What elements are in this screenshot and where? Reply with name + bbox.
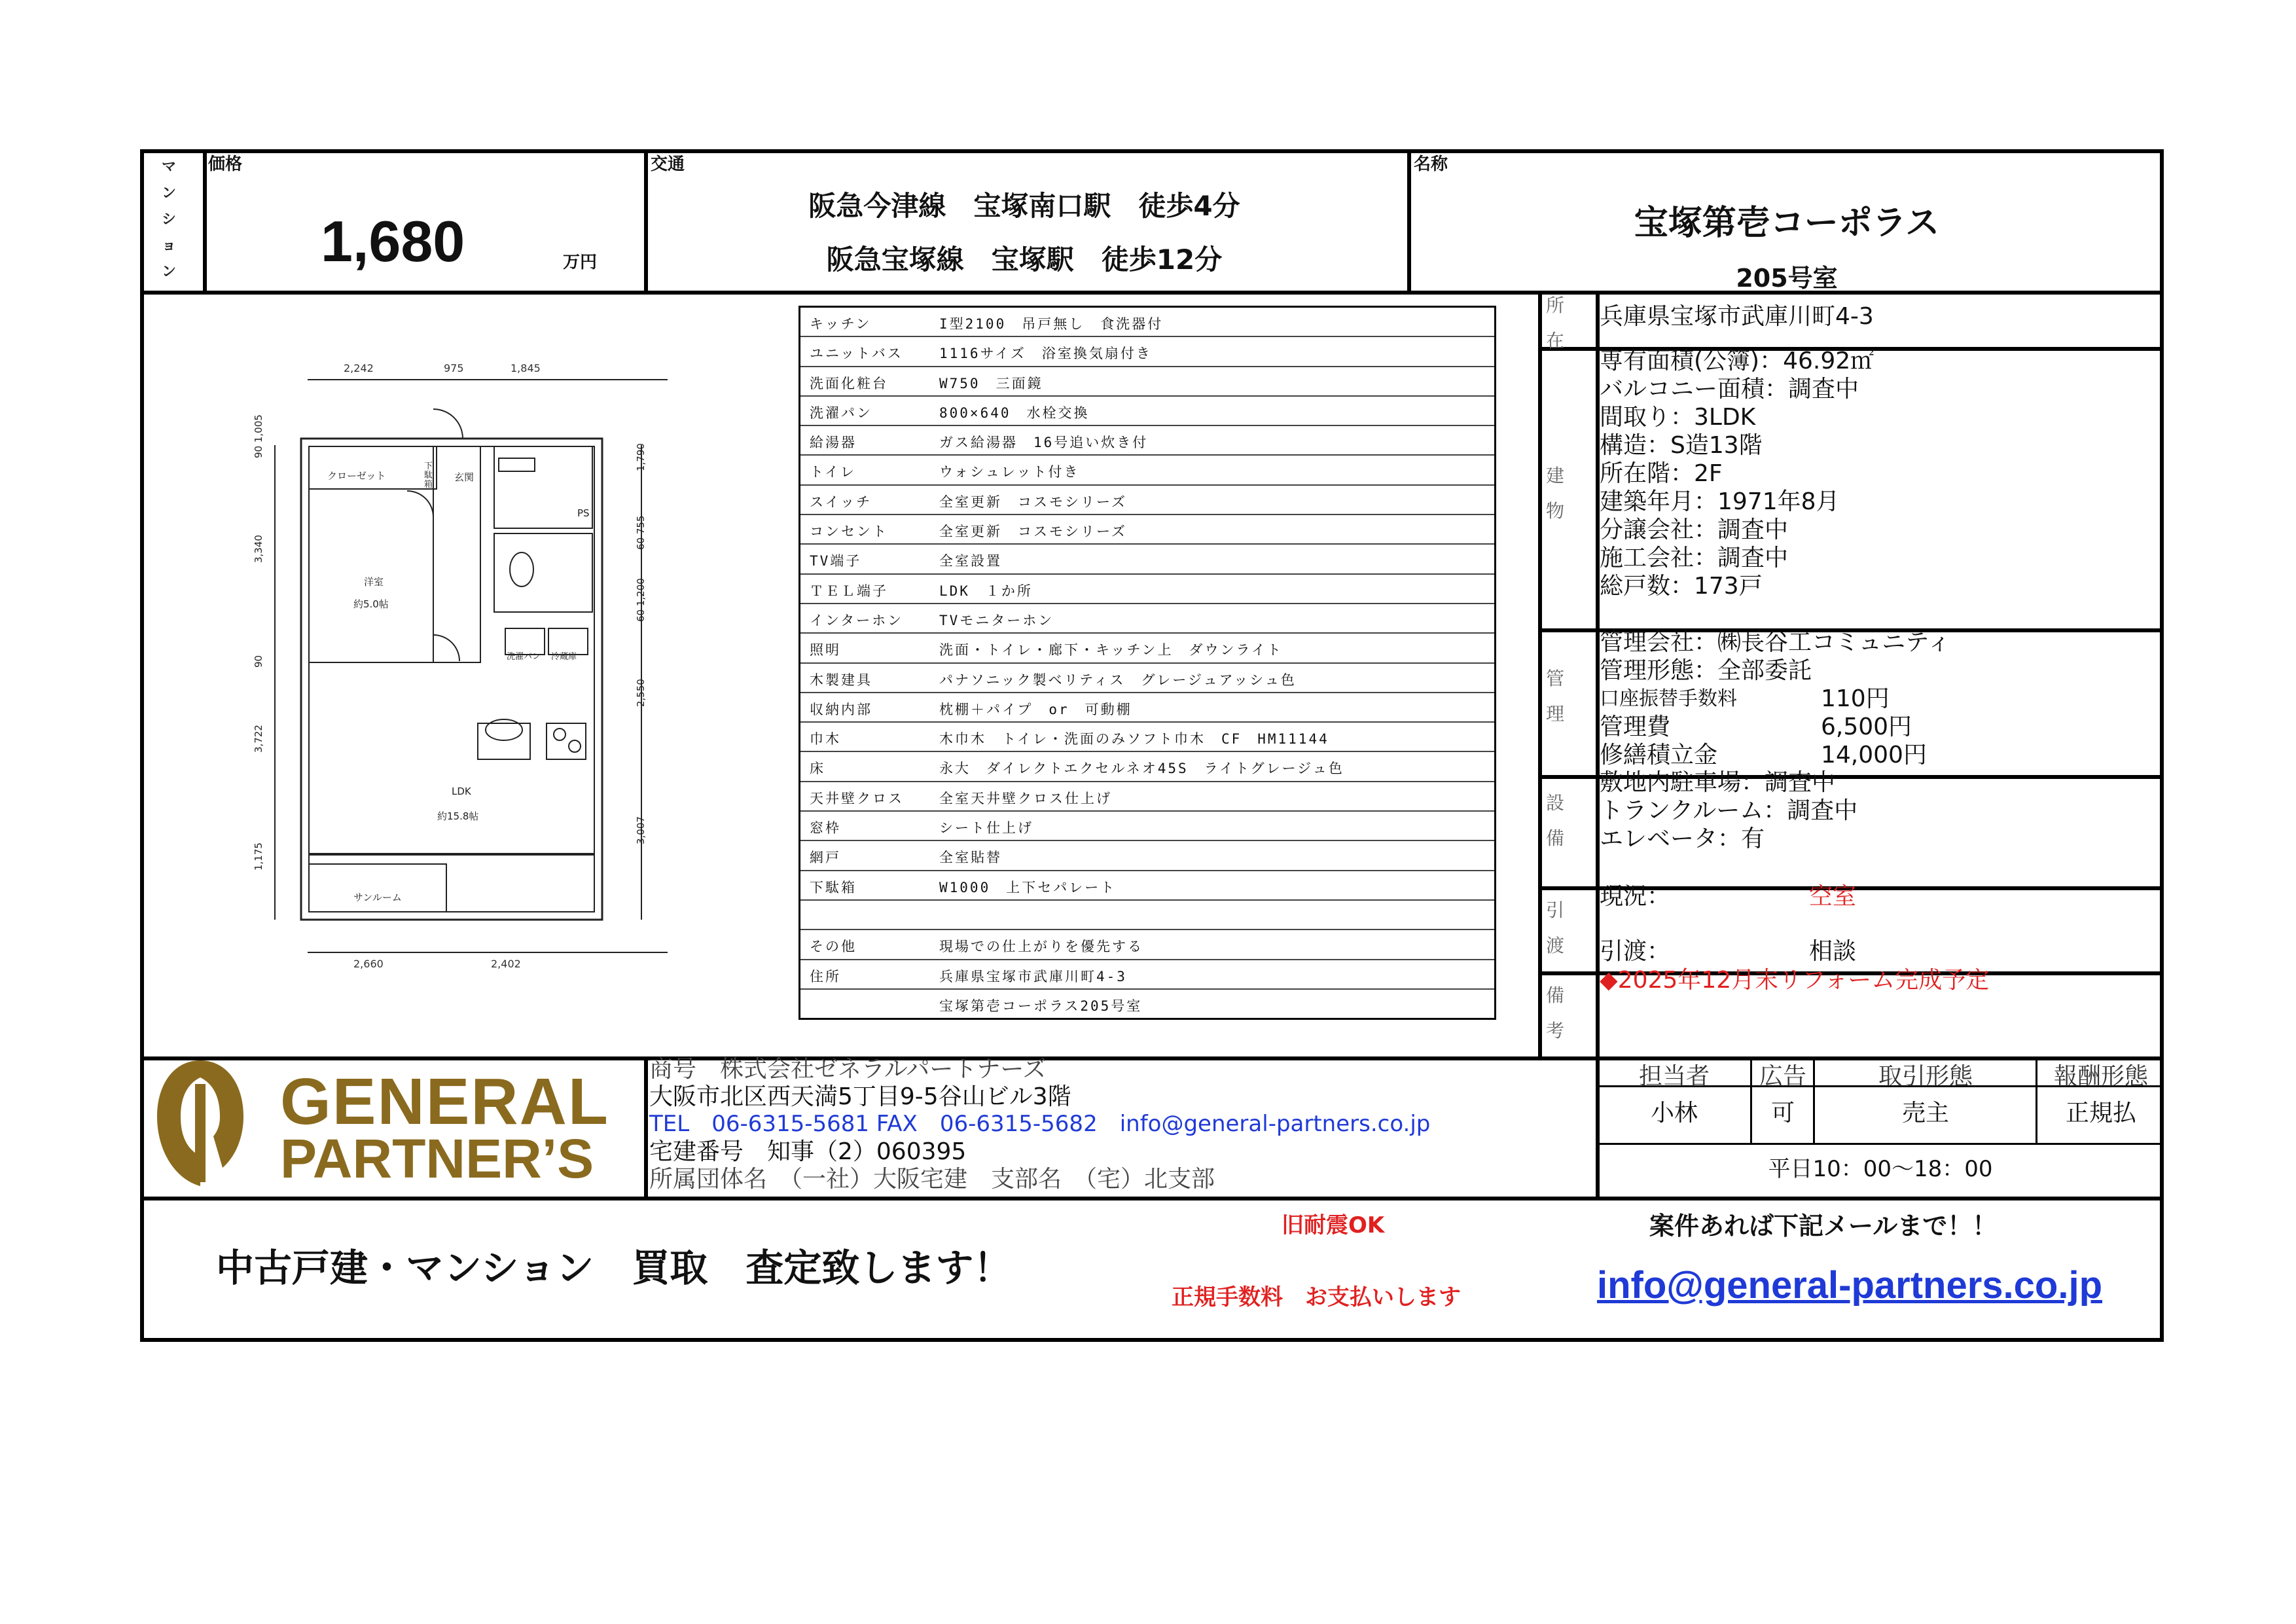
header-vline-3 — [1407, 149, 1411, 295]
agent-table-cell: 売主 — [1901, 1100, 1949, 1127]
spec-value: 全室天井壁クロス仕上げ — [939, 790, 1112, 806]
footer-email-link[interactable]: info@general-partners.co.jp — [1597, 1264, 2103, 1307]
spec-row — [800, 782, 1494, 812]
dim-bottom-1: 2,660 — [353, 958, 384, 969]
dim-right-label: 60 1,200 — [635, 578, 647, 622]
burner-1 — [554, 729, 565, 740]
fee-label: 口座振替手数料 — [1600, 687, 1737, 710]
agent-table-cell: 正規払 — [2065, 1100, 2136, 1127]
price-value: 1,680 — [321, 209, 465, 274]
ldk-door-swing — [433, 635, 459, 661]
logo-text-line-1: GENERAL — [280, 1065, 609, 1138]
spec-row — [800, 515, 1494, 545]
building-name: 宝塚第壱コーポラス — [1634, 203, 1940, 243]
sunroom-outline — [309, 864, 446, 912]
spec-label: ユニットバス — [810, 346, 903, 362]
management-company: 管理会社：㈱長谷工コミュニティ — [1600, 629, 1951, 656]
toilet-outline — [494, 533, 592, 612]
dim-bottom-2: 2,402 — [491, 958, 521, 969]
remarks-label: 備考 — [1545, 984, 1564, 1041]
plan-sunroom-label: サンルーム — [353, 892, 402, 903]
building-info-line: バルコニー面積：調査中 — [1600, 376, 1859, 403]
spec-row — [800, 575, 1494, 604]
spec-label: コンセント — [810, 524, 888, 540]
spec-label: 洗面化粧台 — [810, 375, 888, 391]
spec-label: 網戸 — [810, 850, 841, 866]
spec-label: その他 — [810, 939, 857, 955]
building-info-line: 施工会社：調査中 — [1600, 545, 1789, 571]
handover-key: 引渡： — [1600, 938, 1671, 965]
company-logo-mark — [154, 1058, 246, 1189]
building-label: 建物 — [1545, 465, 1564, 522]
spec-value: I型2100 吊戸無し 食洗器付 — [939, 316, 1164, 332]
fee-value: 14,000円 — [1821, 742, 1927, 768]
spec-value: シート仕上げ — [939, 820, 1033, 837]
room-door-swing — [407, 491, 433, 517]
price-label: 価格 — [208, 154, 243, 174]
spec-row — [800, 634, 1494, 663]
spec-row — [800, 664, 1494, 693]
spec-value: 永大 ダイレクトエクセルネオ45S ライトグレージュ色 — [939, 761, 1344, 777]
dim-right-label: 1,790 — [635, 443, 647, 471]
remarks-value: ◆2025年12月末リフォーム完成予定 — [1600, 967, 1990, 994]
company-address: 大阪市北区西天満5丁目9-5谷山ビル3階 — [649, 1083, 1071, 1110]
spec-table — [798, 306, 1496, 1020]
building-info-line: 総戸数：173戸 — [1600, 573, 1763, 600]
price-unit: 万円 — [563, 253, 598, 272]
plan-entrance-label: 玄関 — [454, 471, 475, 483]
plan-western-size: 約5.0帖 — [353, 598, 389, 610]
spec-row — [800, 901, 1494, 930]
footer-fee-note: 正規手数料 お支払いします — [1172, 1284, 1461, 1310]
closet-outline — [309, 446, 437, 489]
spec-label: 木製建具 — [810, 672, 872, 688]
dim-left-label: 3,722 — [253, 725, 264, 753]
dim-top-1: 2,242 — [344, 362, 374, 374]
spec-label: インターホン — [810, 612, 904, 628]
spec-row — [800, 960, 1494, 990]
spec-value: ウォシュレット付き — [939, 464, 1080, 480]
spec-row — [800, 990, 1494, 1018]
spec-row — [800, 752, 1494, 782]
agent-table-header: 取引形態 — [1878, 1063, 1973, 1090]
management-label: 管理 — [1545, 668, 1564, 725]
handover-label: 引渡 — [1545, 899, 1564, 956]
plan-ldk-size: 約15.8帖 — [437, 810, 479, 822]
logo-text-line-2: PARTNER’S — [280, 1128, 594, 1189]
header-vline-1 — [203, 149, 207, 295]
agent-table-cell: 可 — [1770, 1100, 1795, 1127]
dim-right-label: 3,007 — [635, 816, 647, 844]
spec-value: 宝塚第壱コーポラス205号室 — [939, 998, 1143, 1014]
spec-row — [800, 723, 1494, 752]
spec-row — [800, 456, 1494, 485]
spec-value: LDK １か所 — [939, 583, 1033, 599]
inner-wall — [309, 446, 594, 912]
company-trade-name: 商号 株式会社ゼネラルパートナーズ — [649, 1056, 1047, 1083]
spec-row — [800, 693, 1494, 723]
spec-value: 800×640 水栓交換 — [939, 405, 1090, 421]
spec-label: 床 — [810, 761, 825, 777]
plan-western-label: 洋室 — [364, 576, 384, 588]
access-line-1: 阪急今津線 宝塚南口駅 徒歩4分 — [808, 190, 1240, 222]
plan-shoebox-label: 下駄箱 — [424, 461, 433, 490]
dim-left-label: 3,340 — [253, 535, 264, 563]
spec-value: W1000 上下セパレート — [939, 879, 1117, 895]
spec-label: 窓枠 — [810, 820, 841, 837]
company-contact[interactable]: TEL 06-6315-5681 FAX 06-6315-5682 info@general-partners.co.jp — [649, 1111, 1431, 1137]
spec-label: 収納内部 — [810, 701, 872, 717]
toilet-bowl — [510, 552, 533, 586]
spec-label: 巾木 — [810, 731, 841, 748]
plan-ldk-label: LDK — [452, 785, 471, 797]
dim-right-label: 60 755 — [635, 515, 647, 550]
spec-value: 全室設置 — [939, 553, 1002, 569]
spec-label: 照明 — [810, 642, 841, 659]
stove-outline — [547, 723, 586, 759]
spec-label: 住所 — [810, 968, 841, 984]
plan-fridge-label: 冷蔵庫 — [551, 652, 577, 662]
building-info-line: 構造：S造13階 — [1600, 432, 1763, 459]
building-info-line: 建築年月：1971年8月 — [1600, 488, 1840, 515]
spec-value: 枕棚＋パイプ or 可動棚 — [939, 701, 1132, 717]
footer-contact-note: 案件あれば下記メールまで！！ — [1649, 1212, 1998, 1240]
dim-right-label: 2,550 — [635, 679, 647, 707]
spec-value: パナソニック製ベリティス グレージュアッシュ色 — [939, 672, 1297, 688]
spec-row — [800, 545, 1494, 574]
spec-value: 全室更新 コスモシリーズ — [939, 494, 1127, 510]
spec-row — [800, 367, 1494, 397]
agent-table-header: 担当者 — [1638, 1063, 1710, 1090]
burner-2 — [569, 740, 581, 752]
spec-value: 兵庫県宝塚市武庫川町4-3 — [939, 968, 1127, 984]
building-info-line: 専有面積(公簿)：46.92㎡ — [1600, 348, 1874, 374]
agent-table-header: 広告 — [1759, 1063, 1806, 1090]
spec-value: 木巾木 トイレ・洗面のみソフト巾木 CF HM11144 — [939, 731, 1329, 748]
facility-info-line: エレベータ：有 — [1600, 825, 1765, 852]
management-type: 管理形態：全部委託 — [1600, 657, 1812, 684]
frame-left — [140, 149, 144, 1342]
business-hours: 平日10：00〜18：00 — [1768, 1156, 1993, 1182]
facility-label: 設備 — [1545, 792, 1564, 849]
spec-label: 下駄箱 — [810, 879, 857, 895]
handover-value: 相談 — [1809, 938, 1857, 965]
status-value: 空室 — [1809, 883, 1857, 910]
dim-left-label: 1,175 — [253, 842, 264, 871]
spec-value: W750 三面鏡 — [939, 375, 1043, 391]
spec-row — [800, 930, 1494, 960]
dim-left-label: 90 — [253, 655, 264, 668]
bathtub — [499, 458, 535, 471]
plan-ps-label: PS — [577, 507, 590, 519]
spec-value: 1116サイズ 浴室換気扇付き — [939, 346, 1152, 362]
spec-value: 全室貼替 — [939, 850, 1002, 866]
building-info-line: 所在階：2F — [1600, 460, 1723, 487]
entrance-door-swing — [433, 409, 463, 439]
agent-table-header: 報酬形態 — [2053, 1063, 2148, 1090]
spec-row — [800, 841, 1494, 871]
spec-row — [800, 337, 1494, 367]
spec-row — [800, 397, 1494, 426]
footer-band-top — [140, 1197, 2164, 1200]
access-label: 交通 — [651, 154, 685, 174]
spec-value: 現場での仕上がりを優先する — [939, 939, 1143, 955]
plan-closet-label: クローゼット — [327, 470, 386, 482]
dim-top-3: 1,845 — [511, 362, 541, 374]
spec-label: ＴＥＬ端子 — [810, 583, 888, 599]
fee-label: 修繕積立金 — [1600, 742, 1718, 768]
location-value: 兵庫県宝塚市武庫川町4-3 — [1600, 303, 1874, 330]
spec-row — [800, 812, 1494, 841]
spec-value: TVモニターホン — [939, 612, 1054, 628]
logo-mark-left — [157, 1060, 200, 1186]
spec-label: 天井壁クロス — [810, 790, 904, 806]
outer-wall — [301, 439, 602, 920]
spec-value: 洗面・トイレ・廊下・キッチン上 ダウンライト — [939, 642, 1283, 659]
logo-mark-right — [200, 1060, 243, 1168]
footer-main-message: 中古戸建・マンション 買取 査定致します！ — [216, 1246, 1012, 1290]
spec-label: スイッチ — [810, 494, 872, 510]
spec-label: 洗濯パン — [810, 405, 872, 421]
logo-mark-stem — [195, 1084, 206, 1182]
status-label: 現況： — [1600, 883, 1671, 910]
agent-line-2 — [1596, 1143, 2164, 1145]
floor-plan — [236, 353, 681, 969]
spec-row — [800, 871, 1494, 901]
sink-bowl — [486, 719, 522, 740]
company-association: 所属団体名 （一社）大阪宅建 支部名 （宅）北支部 — [649, 1166, 1215, 1193]
access-line-2: 阪急宝塚線 宝塚駅 徒歩12分 — [826, 244, 1223, 276]
spec-value: ガス給湯器 16号追い炊き付 — [939, 435, 1149, 451]
spec-row — [800, 604, 1494, 634]
location-label: 所在 — [1545, 295, 1564, 352]
fee-value: 110円 — [1821, 685, 1890, 712]
spec-row — [800, 486, 1494, 515]
spec-row — [800, 308, 1494, 337]
room-number: 205号室 — [1736, 264, 1838, 293]
spec-row — [800, 426, 1494, 456]
facility-info-line: 敷地内駐車場：調査中 — [1600, 769, 1836, 796]
spec-label: 給湯器 — [810, 435, 857, 451]
spec-label: トイレ — [810, 464, 856, 480]
fee-label: 管理費 — [1600, 713, 1671, 740]
company-vline-1 — [644, 1056, 648, 1200]
dim-left-label: 90 1,005 — [253, 414, 264, 458]
agent-table-cell: 小林 — [1650, 1100, 1698, 1127]
fee-value: 6,500円 — [1821, 713, 1912, 740]
frame-top — [140, 149, 2164, 153]
plan-washer-label: 洗濯パン — [507, 652, 541, 662]
spec-value: 全室更新 コスモシリーズ — [939, 524, 1127, 540]
footer-quake-ok: 旧耐震OK — [1282, 1212, 1385, 1238]
building-info-line: 間取り：3LDK — [1600, 404, 1756, 431]
facility-info-line: トランクルーム：調査中 — [1600, 797, 1858, 824]
building-info-line: 分譲会社：調査中 — [1600, 516, 1789, 543]
frame-bottom — [140, 1338, 2164, 1342]
name-label: 名称 — [1414, 154, 1448, 174]
dim-top-2: 975 — [444, 362, 464, 374]
spec-label: キッチン — [810, 316, 872, 332]
spec-label: TV端子 — [810, 553, 862, 569]
company-license: 宅建番号 知事（2）060395 — [649, 1138, 967, 1165]
